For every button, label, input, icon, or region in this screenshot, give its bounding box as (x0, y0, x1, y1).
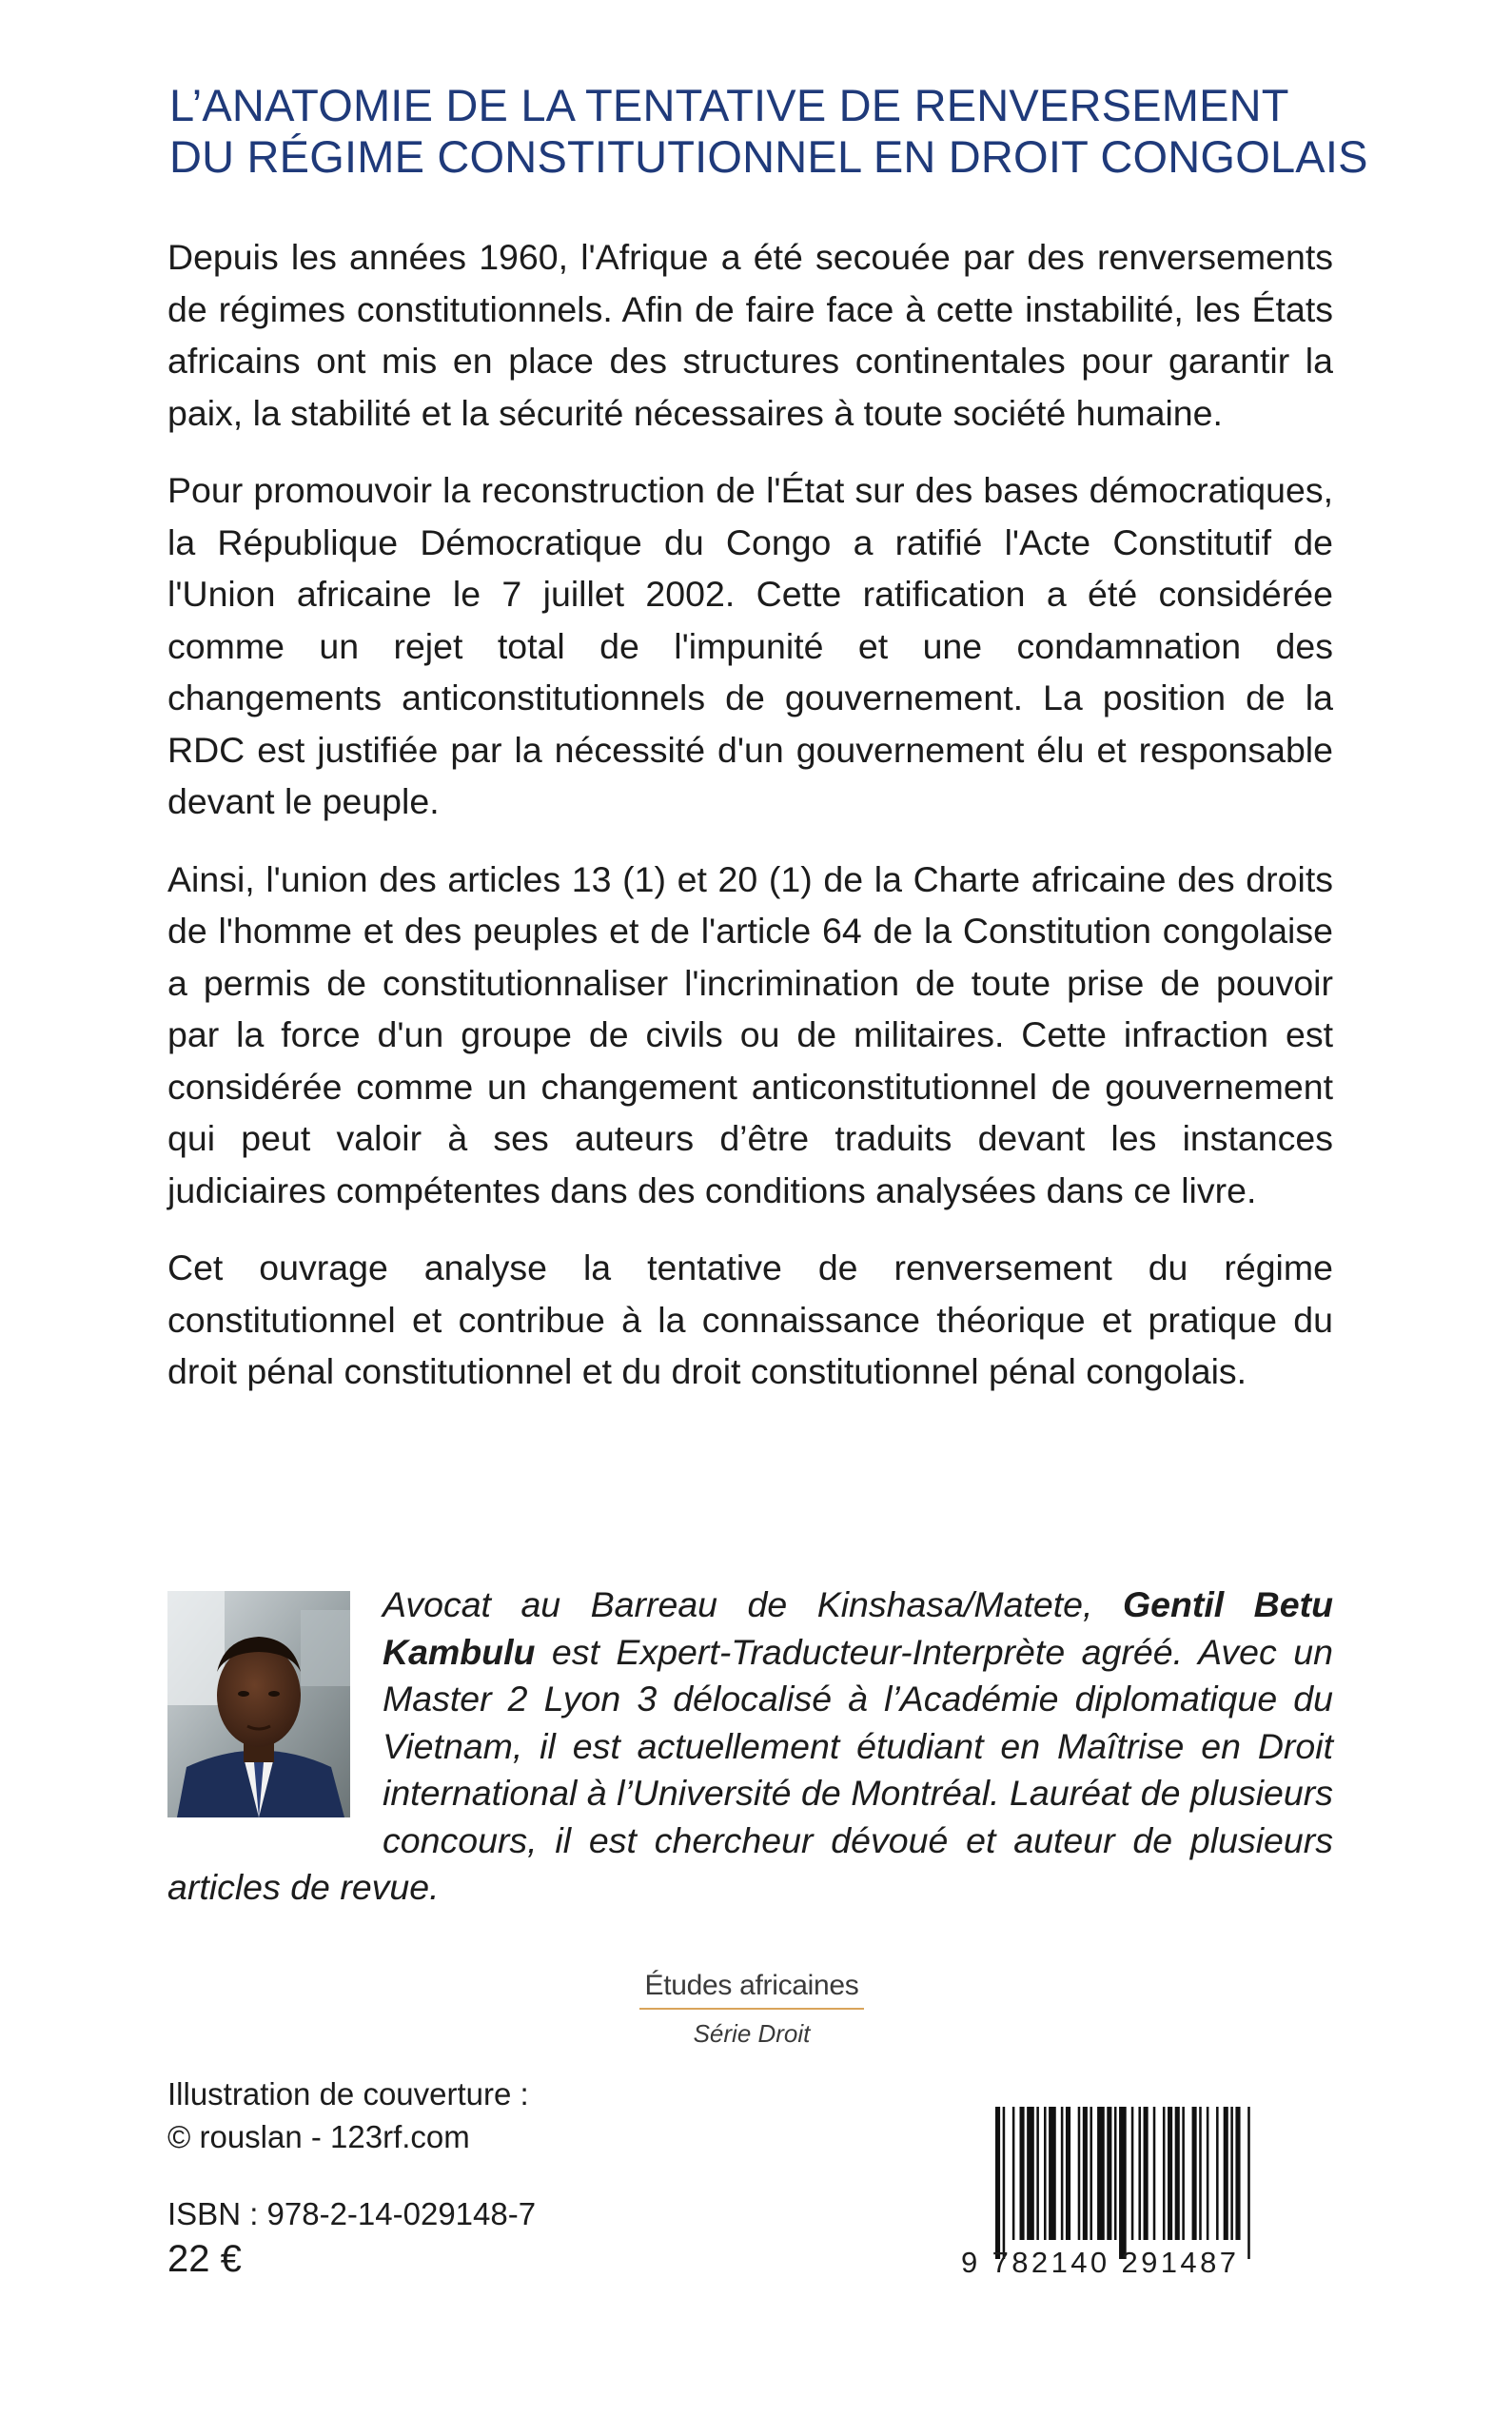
barcode-bar (1224, 2107, 1228, 2240)
series-subtitle: Série Droit (693, 2019, 811, 2048)
barcode-bar (995, 2107, 1000, 2259)
author-bio-rest: est Expert-Traducteur-Interprète agréé. Avec un Master 2 Lyon 3 délocalisé à l’Académie diplomatique du Vietnam, il est actuellement étudiant en Maîtrise en Droit international à l’Université de Montréal. Lauréat de plusieurs concours, il est chercheur dévoué et auteur de plusieurs articles de revue. (167, 1631, 1333, 1907)
cover-credit-line-1: Illustration de couverture : (167, 2076, 529, 2112)
barcode-bar (1131, 2107, 1134, 2240)
book-title (169, 80, 1368, 183)
summary-paragraph-2: Pour promouvoir la reconstruction de l'État sur des bases démocratiques, la République Démocratique du Congo a ratifié l'Acte Constitutif de l'Union africaine le 7 juillet 2002. Cette ratification a été considérée comme un rejet total de l'impunité et une condamnation des changements anticonstitutionnels de gouvernement. La position de la RDC est justifiée par la nécessité d'un gouvernement élu et responsable devant le peuple. (167, 470, 1333, 821)
barcode-bar (1199, 2107, 1202, 2240)
barcode (961, 2107, 1342, 2288)
barcode-bar (1078, 2107, 1081, 2240)
barcode-bar (1107, 2107, 1111, 2240)
price: 22 € (167, 2238, 242, 2280)
barcode-bar (1182, 2107, 1185, 2240)
book-title-line-1: L’ANATOMIE DE LA TENTATIVE DE RENVERSEMENT (169, 80, 1289, 130)
summary-paragraph-3: Ainsi, l'union des articles 13 (1) et 20 (1) de la Charte africaine des droits de l'homme et des peuples et de l'article 64 de la Constitution congolaise a permis de constitutionnaliser l'incrimination de toute prise de pouvoir par la force d'un groupe de civils ou de militaires. Cette infraction est considérée comme un changement anticonstitutionnel de gouvernement qui peut valoir à ses auteurs d’être traduits devant les instances judiciaires compétentes dans des conditions analysées dans ce livre. (167, 858, 1333, 1210)
barcode-digits: 9 782140 291487 (961, 2246, 1240, 2279)
barcode-bars (995, 2107, 1338, 2269)
barcode-bar (1207, 2107, 1209, 2240)
summary-paragraph-1: Depuis les années 1960, l'Afrique a été secouée par des renversements de régimes constitutionnels. Afin de faire face à cette instabilité, les États africains ont mis en place des structures continentales pour garantir la paix, la stabilité et la sécurité nécessaires à toute société humaine. (167, 237, 1333, 433)
barcode-bar (1044, 2107, 1047, 2240)
barcode-bar (1027, 2107, 1034, 2240)
series-logo (628, 1970, 875, 2049)
barcode-bar (1083, 2107, 1088, 2240)
barcode-bar (1168, 2107, 1172, 2240)
summary-paragraph-4: Cet ouvrage analyse la tentative de renversement du régime constitutionnel et contribue à la connaissance théorique et pratique du droit pénal constitutionnel et du droit constitutionnel pénal congolais. (167, 1247, 1333, 1391)
author-name: Gentil Betu Kambulu (383, 1584, 1334, 1672)
barcode-bar (1066, 2107, 1070, 2240)
barcode-bar (1036, 2107, 1039, 2240)
barcode-bar (1138, 2107, 1141, 2240)
barcode-bar (1119, 2107, 1127, 2259)
barcode-bar (1175, 2107, 1180, 2240)
barcode-bar (1114, 2107, 1117, 2240)
barcode-bar (1216, 2107, 1219, 2240)
series-name: Études africaines (639, 1970, 864, 2010)
barcode-bar (1097, 2107, 1105, 2240)
barcode-bar (1230, 2107, 1233, 2240)
barcode-bar (1153, 2107, 1156, 2240)
barcode-bar (1090, 2107, 1092, 2240)
barcode-bar (1235, 2107, 1240, 2240)
barcode-bar (1247, 2107, 1250, 2259)
author-photo (167, 1591, 350, 1817)
cover-credit (167, 2072, 529, 2158)
barcode-bar (1003, 2107, 1006, 2259)
barcode-bar (1020, 2107, 1025, 2240)
barcode-bar (1061, 2107, 1064, 2240)
author-bio-intro: Avocat au Barreau de Kinshasa/Matete, (383, 1584, 1123, 1624)
cover-credit-line-2: © rouslan - 123rf.com (167, 2119, 470, 2154)
book-title-line-2: DU RÉGIME CONSTITUTIONNEL EN DROIT CONGOLAIS (169, 131, 1368, 182)
barcode-bar (1049, 2107, 1056, 2240)
barcode-bar (1144, 2107, 1149, 2240)
barcode-bar (1163, 2107, 1166, 2240)
barcode-bar (1012, 2107, 1015, 2240)
back-cover-summary (167, 231, 1333, 1424)
isbn: ISBN : 978-2-14-029148-7 (167, 2196, 537, 2231)
barcode-bar (1192, 2107, 1197, 2240)
